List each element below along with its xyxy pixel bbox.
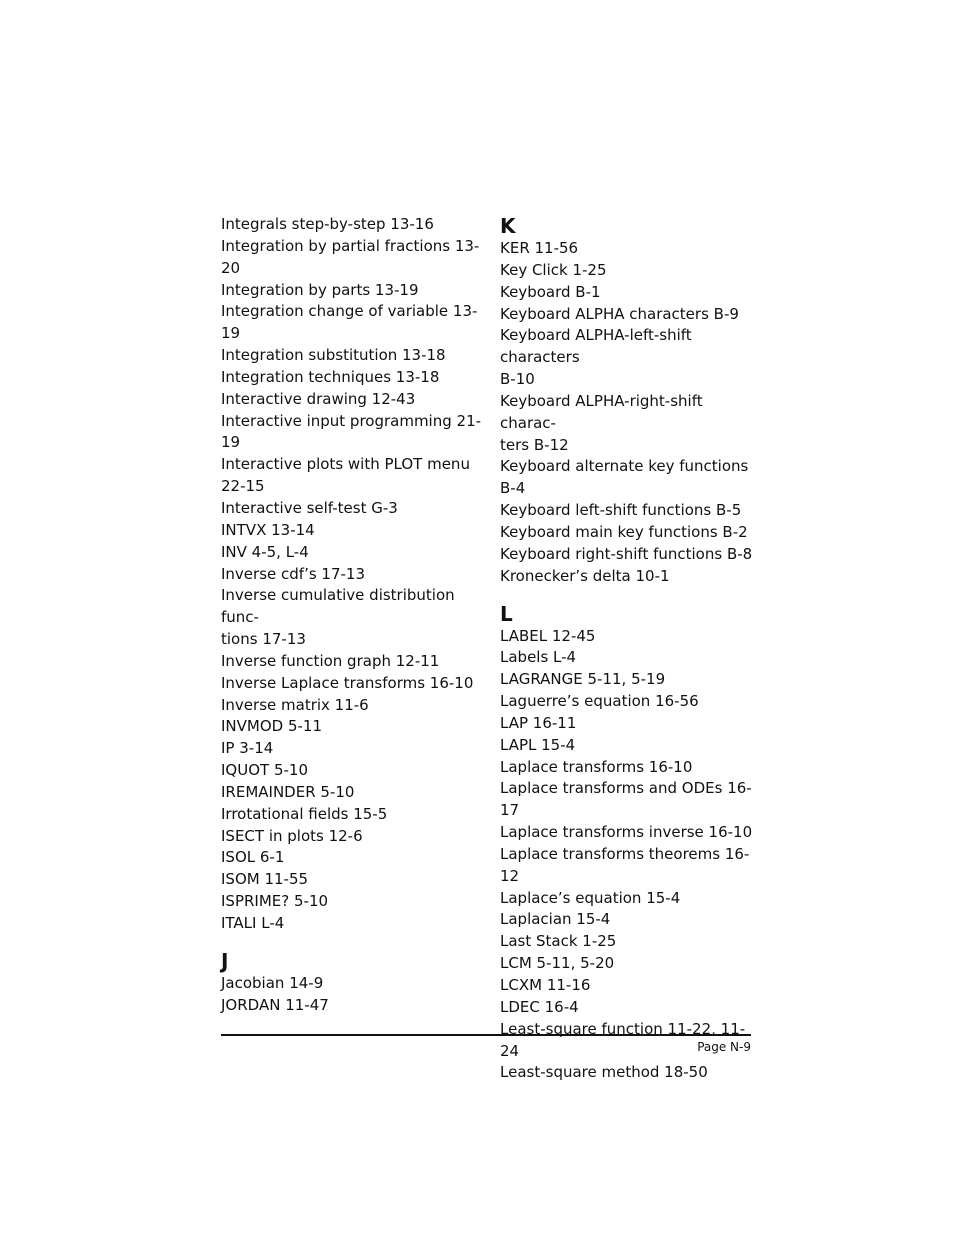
index-entry: ISECT in plots 12-6 xyxy=(221,826,363,845)
index-entry: INTVX 13-14 xyxy=(221,520,315,539)
index-entry: Laplace transforms and ODEs 16-17 xyxy=(500,779,752,820)
index-entry: Integration substitution 13-18 xyxy=(221,346,446,365)
index-entries-i xyxy=(221,214,483,935)
index-entry: IQUOT 5-10 xyxy=(221,761,308,780)
index-entry: LAPL 15-4 xyxy=(500,735,576,754)
index-column-left xyxy=(221,214,483,1017)
index-entry: Integration by partial fractions 13-20 xyxy=(221,236,480,277)
index-entry: Laplacian 15-4 xyxy=(500,910,611,929)
index-entry: IREMAINDER 5-10 xyxy=(221,782,355,801)
index-entry: Least-square method 18-50 xyxy=(500,1063,708,1082)
index-entry: KER 11-56 xyxy=(500,239,579,257)
index-entry: Integration change of variable 13-19 xyxy=(221,302,478,343)
index-letter-heading: K xyxy=(500,214,516,238)
index-entry: Kronecker’s delta 10-1 xyxy=(500,566,670,585)
index-entry: Last Stack 1-25 xyxy=(500,932,617,951)
index-entry: Laplace transforms 16-10 xyxy=(500,757,693,776)
page-number: Page N-9 xyxy=(697,1040,751,1054)
index-entry: ISOM 11-55 xyxy=(221,870,309,889)
index-entry: INVMOD 5-11 xyxy=(221,717,323,736)
index-entry: Interactive drawing 12-43 xyxy=(221,389,416,408)
index-entry: Interactive plots with PLOT menu 22-15 xyxy=(221,455,470,496)
index-entry: ISPRIME? 5-10 xyxy=(221,892,329,911)
index-entry: Keyboard B-1 xyxy=(500,282,601,301)
index-entry: Key Click 1-25 xyxy=(500,260,607,279)
index-entry: Inverse matrix 11-6 xyxy=(221,695,369,714)
index-entry: ISOL 6-1 xyxy=(221,848,285,867)
index-entry: Keyboard ALPHA-right-shift charac- ters B-12 xyxy=(500,391,703,454)
index-entry: Keyboard left-shift functions B-5 xyxy=(500,501,742,520)
index-entry: Keyboard ALPHA-left-shift characters B-10 xyxy=(500,326,692,389)
index-entries-k xyxy=(500,238,762,588)
index-entry: Inverse cdf’s 17-13 xyxy=(221,564,366,583)
index-entry: Least-square function 11-22, 11-24 xyxy=(500,1019,746,1060)
footer-rule xyxy=(221,1034,751,1036)
index-entry: LDEC 16-4 xyxy=(500,997,579,1016)
index-entry: Integrals step-by-step 13-16 xyxy=(221,215,434,233)
index-entry: INV 4-5, L-4 xyxy=(221,542,309,561)
index-entry: LABEL 12-45 xyxy=(500,626,596,645)
index-entry: LCXM 11-16 xyxy=(500,976,591,994)
index-entry: Keyboard main key functions B-2 xyxy=(500,522,748,541)
index-entry: ITALI L-4 xyxy=(221,914,285,932)
index-entry: LCM 5-11, 5-20 xyxy=(500,954,615,973)
index-entry: Interactive input programming 21-19 xyxy=(221,411,482,452)
index-entry: LAGRANGE 5-11, 5-19 xyxy=(500,670,666,689)
index-entry: Keyboard alternate key functions B-4 xyxy=(500,457,749,498)
index-letter-heading: L xyxy=(500,601,513,626)
index-letter-heading: J xyxy=(221,948,229,973)
index-entry: Jacobian 14-9 xyxy=(221,973,324,992)
index-entry: Inverse Laplace transforms 16-10 xyxy=(221,673,474,692)
index-entry: Labels L-4 xyxy=(500,648,577,667)
index-column-right xyxy=(500,214,762,1084)
index-entry: Inverse cumulative distribution func- tions 17-13 xyxy=(221,586,455,649)
index-entry: Laplace transforms inverse 16-10 xyxy=(500,823,753,842)
index-entry: Integration techniques 13-18 xyxy=(221,367,440,386)
index-entries-l xyxy=(500,626,762,1085)
index-entry: Laguerre’s equation 16-56 xyxy=(500,692,699,711)
index-entry: LAP 16-11 xyxy=(500,713,577,732)
index-entry: Laplace transforms theorems 16-12 xyxy=(500,844,750,885)
index-entry: Keyboard right-shift functions B-8 xyxy=(500,544,753,563)
index-entry: Inverse function graph 12-11 xyxy=(221,651,440,670)
index-entry: Irrotational fields 15-5 xyxy=(221,804,388,823)
index-entry: JORDAN 11-47 xyxy=(221,995,329,1014)
index-entries-j xyxy=(221,973,483,1017)
index-entry: Laplace’s equation 15-4 xyxy=(500,888,681,907)
index-entry: Integration by parts 13-19 xyxy=(221,280,419,299)
index-entry: IP 3-14 xyxy=(221,739,274,758)
index-entry: Keyboard ALPHA characters B-9 xyxy=(500,304,739,323)
index-entry: Interactive self-test G-3 xyxy=(221,498,398,517)
